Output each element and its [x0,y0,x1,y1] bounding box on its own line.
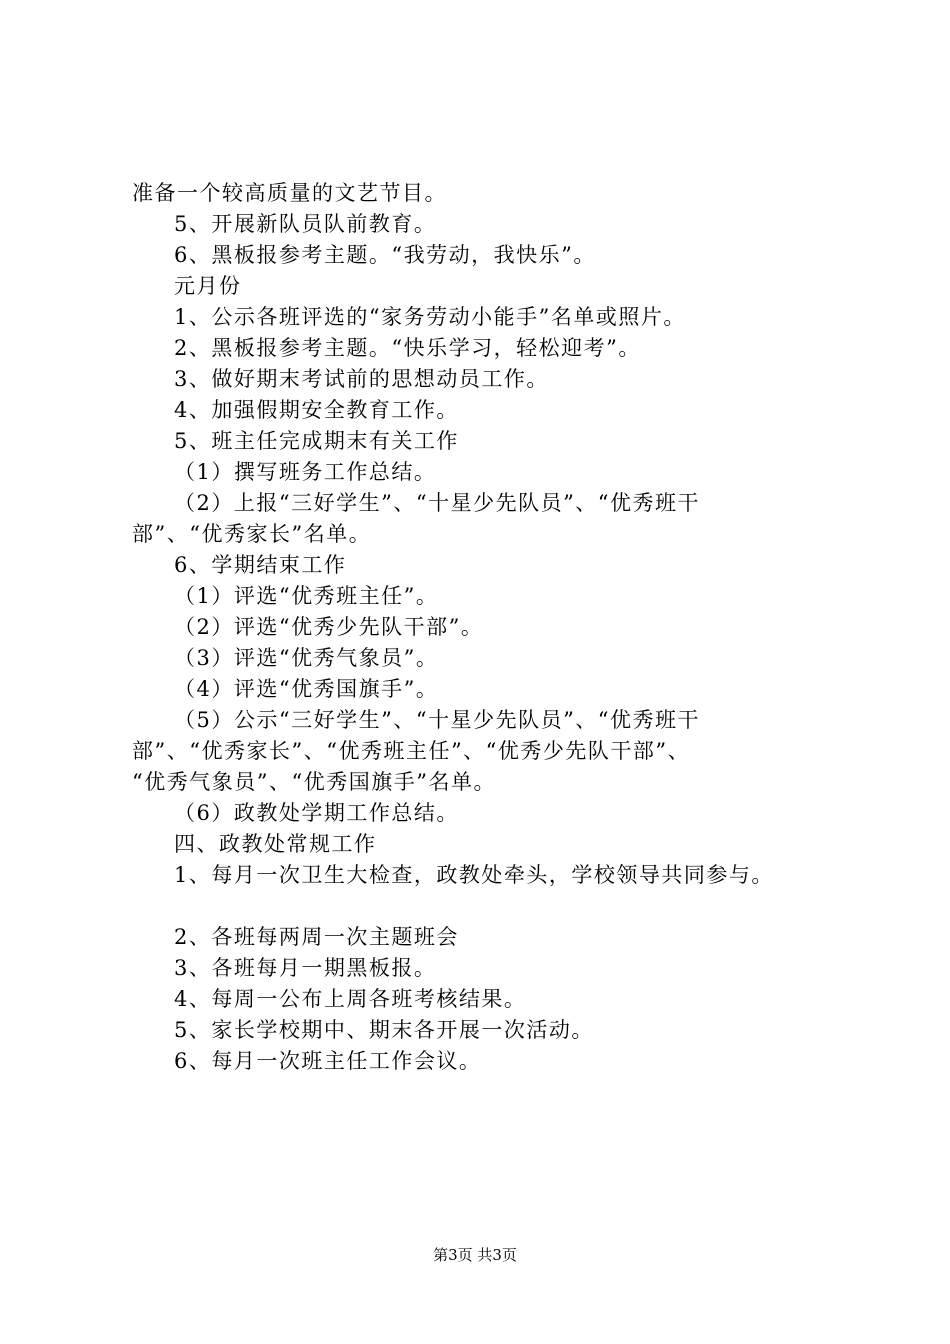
text-line: （5）公示“三好学生”、“十星少先队员”、“优秀班干 [174,708,701,732]
text-line: 1、每月一次卫生大检查，政教处牵头，学校领导共同参与。 [174,863,774,887]
text-line: 6、每月一次班主任工作会议。 [174,1049,482,1073]
text-line: （3）评选“优秀气象员”。 [174,646,439,670]
blank-line [132,891,852,922]
document-body [132,178,852,1077]
text-line: （1）评选“优秀班主任”。 [174,584,439,608]
text-line: （6）政教处学期工作总结。 [174,801,459,825]
text-line: 5、班主任完成期末有关工作 [174,429,459,453]
page-footer: 第3页 共3页 [433,1246,517,1264]
text-line: 6、黑板报参考主题。“我劳动，我快乐”。 [174,243,596,267]
text-line: 2、各班每两周一次主题班会 [174,925,459,949]
text-line: 5、开展新队员队前教育。 [174,212,437,236]
text-line: 3、各班每月一期黑板报。 [174,956,437,980]
text-line: 4、加强假期安全教育工作。 [174,398,459,422]
text-line: （1）撰写班务工作总结。 [174,460,437,484]
text-line: 2、黑板报参考主题。“快乐学习，轻松迎考”。 [174,336,641,360]
text-line: （4）评选“优秀国旗手”。 [174,677,439,701]
text-line: （2）评选“优秀少先队干部”。 [174,615,484,639]
section-heading: 元月份 [174,274,242,298]
text-line: 部”、“优秀家长”名单。 [132,522,372,546]
text-line: 1、公示各班评选的“家务劳动小能手”名单或照片。 [174,305,686,329]
section-heading: 四、政教处常规工作 [174,832,377,856]
text-line: “优秀气象员”、“优秀国旗手”名单。 [132,770,496,794]
text-line: 4、每周一公布上周各班考核结果。 [174,987,527,1011]
text-line: 部”、“优秀家长”、“优秀班主任”、“优秀少先队干部”、 [132,739,691,763]
text-line: 准备一个较高质量的文艺节目。 [132,181,447,205]
text-line: 6、学期结束工作 [174,553,347,577]
text-line: 5、家长学校期中、期末各开展一次活动。 [174,1018,594,1042]
text-line: 3、做好期末考试前的思想动员工作。 [174,367,549,391]
text-line: （2）上报“三好学生”、“十星少先队员”、“优秀班干 [174,491,701,515]
